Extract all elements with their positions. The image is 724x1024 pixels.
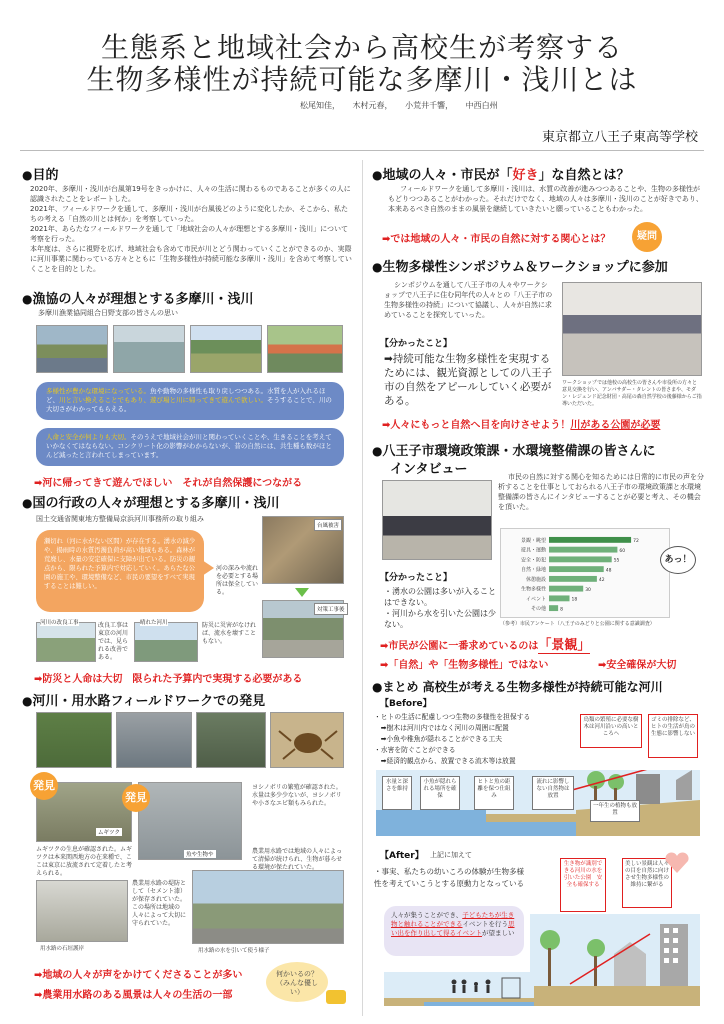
purpose-heading: ●目的 — [22, 168, 59, 183]
likes-heading: ●地域の人々・市民が「好き」な自然とは？ — [372, 168, 630, 183]
purpose-body: 2020年、多摩川・浅川が台風第19号をきっかけに、人々の生活に関わるものであることが多くの人に認識されたことをレポートした。 2021年、フィールドワークを通して、多摩川・浅川が台風後どのように変化したか、そこから、私たちの考える「自然の川とは何か」を考察していった。 2021年、あらたなフィールドワークを通して「地域社会の人々が理想とする多摩川・浅川」について考察を行った。 本年度は、さらに視野を広げ、地域社会も含めて市民が川とどう関わっていくことができるのか、実際に河川事業に関わっている方々とともに「生物多様性が持続可能な多摩川・浅川」を含めて考察していくことを目的とした。 — [30, 185, 352, 273]
label-after-works: 対策工事後 — [314, 603, 348, 615]
city-heading-2: インタビュー — [390, 462, 468, 477]
photo-sunny-river — [134, 622, 198, 662]
city-conclusion-2a: ➡「自然」や「生物多様性」ではない — [380, 660, 549, 671]
chart-category-label: 安全・防犯 — [520, 557, 546, 564]
photo-fishery-4 — [267, 325, 343, 373]
photo-river-improvement — [36, 622, 96, 662]
survey-reference: （参考）市民アンケート（八王子のみどりと公園に関する意識調査） — [500, 621, 655, 627]
fieldwork-caption-4: 農業用水路では地域の人々によって清掃が続けられ、生物が暮らせる環境が保たれていた。 — [252, 848, 343, 871]
chart-bar — [549, 586, 583, 592]
after-diagram — [530, 914, 700, 1006]
chart-value-label: 30 — [585, 587, 591, 593]
hand-icon — [326, 990, 346, 1004]
after-bubble-scenery: 美しい景観は人々の目を自然に向けさせ生物多様性の維持に繋がる — [622, 858, 672, 908]
chart-category-label: 景観・眺望 — [520, 537, 546, 544]
chart-bar — [549, 537, 631, 543]
survey-chart-svg — [501, 529, 671, 619]
symposium-heading: ●生物多様性シンポジウム＆ワークショップに参加 — [372, 260, 668, 275]
page-title-line1: 生態系と地域社会から高校生が考察する — [100, 31, 623, 64]
found-badge-1: 発見 — [30, 772, 58, 800]
header-divider — [20, 150, 704, 151]
government-heading: ●国の行政の人々が理想とする多摩川・浅川 — [22, 496, 280, 511]
photo-fishery-1 — [36, 325, 108, 373]
fishery-quote-2: 人命と安全が何よりも大切。そのうえで地域社会が川と関わっていくことや、生きることを考えていかなくてはならない。コンクリート化の影響がわからないが、昔の自然には、共生種も数がほとんど減ったと言われてしまっています。 — [36, 428, 344, 466]
photo-fieldwork-1 — [36, 712, 112, 768]
photo-fishery-2 — [113, 325, 185, 373]
city-conclusion-1: ➡市民が公園に一番求めているのは「景観」 — [380, 638, 591, 653]
chart-bar — [549, 547, 617, 553]
photo-crab — [270, 712, 344, 768]
fieldwork-heading: ●河川・用水路フィールドワークでの発見 — [22, 694, 266, 709]
chart-category-label: その他 — [530, 606, 546, 613]
symposium-conclusion: ➡人々にもっと自然へ目を向けさせよう！川がある公園が必要 — [382, 420, 661, 431]
arrow-down-icon — [295, 588, 309, 597]
government-caption-a: 改良工事は東京の河川では、見られる改善である。 — [98, 622, 129, 661]
chart-category-label: 自然・緑地 — [520, 567, 546, 574]
crab-icon — [271, 713, 345, 769]
city-found-label: 【分かったこと】 — [380, 573, 453, 583]
photo-canal — [192, 870, 344, 944]
photo-workshop — [562, 282, 702, 376]
after-bubble-park: 生き物が識別できる河川の水を引いた公園 安全も確保する — [560, 858, 606, 912]
heart-icon — [664, 852, 690, 874]
found-badge-2: 発見 — [122, 784, 150, 812]
city-conclusion-2b: ➡安全確保が大切 — [598, 660, 677, 671]
chart-bar — [549, 566, 604, 572]
label-river-improvement: 河川の改良工事 — [40, 620, 79, 626]
label-sunny-river: 晴れた河川 — [140, 620, 168, 626]
after-label: 【After】 — [380, 851, 424, 861]
government-caption-b: 防災に災害がなければ、流水を壊すこともない。 — [202, 622, 257, 645]
likes-body: フィールドワークを通して多摩川・浅川は、水質の改善が進みつつあることや、生物の多様性がもどりつつあることがわかった。それだけでなく、地域の人々は多摩川・浅川のことが好きであり、本来あるべき自然のままの風景を継続していきたいと願っていることもわかった。 — [388, 185, 703, 213]
label-typhoon-damage: 台風被害 — [314, 519, 342, 531]
page-title-line2: 生物多様性が持続可能な多摩川・浅川とは — [86, 63, 638, 96]
chart-bar — [549, 576, 597, 582]
after-diagram-svg — [530, 914, 700, 1006]
symposium-found-label: 【分かったこと】 — [380, 339, 453, 349]
before-label: 【Before】 — [380, 699, 432, 709]
photo-fieldwork-3 — [196, 712, 266, 768]
symposium-found-body: ➡持続可能な生物多様性を実現するためには、観光資源としての八王子市の自然をアピールしていく必要がある。 — [384, 353, 552, 407]
fishery-conclusion: ➡河に帰ってきて遊んでほしい それが自然保護につながる — [34, 478, 303, 489]
chart-value-label: 42 — [598, 578, 605, 584]
before-body: ・ヒトの生活に配慮しつつ生物の多様性を担保する ➡樹木は河川内ではなく河川の周囲に配置 ➡小魚や稚魚が隠れることができる工夫 ・水害を防ぐことができる ➡経済的観点から、放置できる流木等は放置 — [374, 713, 531, 765]
fieldwork-caption-1: ムギツクの生息が確認された。ムギツクは本来関西地方の在来種で、ここは東京に放流されて定着したと考えられる。 — [36, 846, 133, 877]
chart-value-label: 18 — [571, 597, 578, 603]
before-note-birds: 鳥類の繁殖に必要な樹木は河川沿いの高いところへ — [580, 714, 642, 748]
chart-value-label: 55 — [613, 558, 620, 564]
authors: 松尾知佳， 木村元春， 小荒井千響， 中西白州 — [300, 101, 498, 110]
chart-category-label: 遊具・運動 — [520, 547, 546, 554]
fishery-quote-1: 多様性が豊かな環境になっている。魚や動物の多様性も取り戻しつつある。水質を人が入れるほど、川と言い換えることでもあり、遊び場と川に帰ってきて遊んで欲しい。そうすることで、川の大切さがわかってもらえる。 — [36, 382, 344, 420]
fieldwork-conclusion-2: ➡農業用水路のある風景は人々の生活の一部 — [34, 990, 233, 1001]
chart-value-label: 72 — [633, 539, 639, 545]
government-conclusion: ➡防災と人命は大切 限られた予算内で実現する必要がある — [34, 674, 303, 685]
city-found-body: ・湧水の公園は多いが入ることはできない。 ・河川から水を引いた公園は少ない。 — [384, 587, 496, 629]
column-divider — [362, 160, 363, 1016]
summary-heading: ●まとめ 高校生が考える生物多様性が持続可能な河川 — [372, 680, 663, 694]
chart-category-label: イベント — [525, 596, 546, 603]
before-box-5: 一年生の植物も放置 — [590, 800, 640, 822]
label-fish: ムギツク — [98, 830, 120, 836]
before-note-garbage: ゴミの排除など、ヒトの生活が鳥の生態に影響しない — [648, 714, 698, 758]
likes-question: ➡では地域の人々・市民の自然に対する関心とは？ — [382, 234, 611, 245]
chart-category-label: 生物多様性 — [520, 586, 546, 593]
chart-value-label: 48 — [605, 568, 612, 574]
chart-bar — [549, 605, 558, 611]
city-body: 市民の自然に対する関心を知るためには日常的に市民の声を分析することを仕事としておられる八王子市の環境政策課と水環境整備課の皆さんにインタビューすることが必要と考え、その機会を頂いた。 — [498, 473, 704, 511]
thought-bubble: 何かいるの？（みんな優しい） — [266, 962, 328, 1002]
symposium-body: シンポジウムを通して八王子市の人々やワークショップで八王子に住む同年代の人々との「八王子市の生物多様性の持続」について協議し、人々が自然に求めていることを探究していった。 — [384, 281, 553, 319]
fieldwork-conclusion-1: ➡地域の人々が声をかけてくださることが多い — [34, 970, 243, 981]
after-body: ・事実、私たちの幼いころの体験が生物多様性を考えていこうとする原動力となっている — [374, 867, 524, 888]
label-creature: 魚や生物や — [186, 852, 214, 858]
question-badge: 疑問 — [632, 222, 662, 252]
photo-bucket — [138, 782, 242, 860]
photo-fieldwork-2 — [116, 712, 192, 768]
after-event-bubble: 人々が集うことができ、子どもたちが生き物と触れることができるイベントを行う思い出を作り出して得るイベントが望ましい — [384, 906, 524, 956]
chart-value-label: 60 — [619, 548, 626, 554]
photo-interview — [382, 480, 492, 560]
school-name: 東京都立八王子東高等学校 — [541, 130, 698, 145]
before-box-3: ヒトと魚の距離を保つ仕組み — [474, 776, 514, 810]
photo-stone-wall — [36, 880, 128, 942]
government-caption-river: 河の深みや流れを必要とする場所は保全している。 — [216, 565, 259, 596]
government-quote-tail — [202, 560, 214, 576]
government-quote: 瀬切れ（河に水がない区間）が存在する。湧水の減少や、揚雨時の水質汚濁負荷が高い地域もある。森林が荒廃し、水量の安定確保に支障が出ている。防災の観点から、限られた予算内で対応していく。あらたな公園の施工や、環境整備など、市民の要望をすべて実現することは難しい。 — [36, 530, 204, 612]
label-stone-wall: 用水路の石垣護岸 — [40, 946, 85, 952]
fieldwork-caption-3: 農業用水路の堤防として（セメント漆）が保存されていた。この場所は地域の人々によって大切に守られていた。 — [132, 880, 187, 927]
after-people-area — [384, 972, 534, 1006]
photo-fishery-3 — [190, 325, 262, 373]
city-heading: ●八王子市環境政策課・水環境整備課の皆さんに — [372, 444, 656, 459]
survey-chart — [500, 528, 670, 618]
symposium-photo-caption: ワークショップでは他校の高校生の皆さんや市役所の方々と意見交換を行い、アンバサダー・タレントの皆さまや、モダン・レジェンド記念財団・高尾の森自然学校の後藤様からご指導いただいた。 — [562, 380, 702, 407]
before-box-4: 流れに影響しない自然物は放置 — [532, 776, 574, 810]
chart-bar — [549, 556, 612, 562]
fishery-heading: ●漁協の人々が理想とする多摩川・浅川 — [22, 292, 254, 307]
surprise-bubble: あっ！ — [660, 546, 696, 574]
after-note: 上記に加えて — [430, 851, 472, 859]
fishery-subtitle: 多摩川漁業協同組合日野支部の皆さんの思い — [38, 309, 178, 317]
chart-category-label: 休憩施設 — [525, 576, 546, 583]
chart-bar — [549, 595, 570, 601]
before-box-2: 小魚が隠れられる場所を確保 — [420, 776, 460, 810]
government-subtitle: 国土交通省関東地方整備局京浜河川事務所の取り組み — [36, 515, 204, 523]
fieldwork-caption-2: ヨシノボリの繁殖が確認された。水量は多少少ないが、ヨシノボリや小さなエビ類もみられた。 — [252, 784, 342, 807]
before-box-1: 水量と深さを維持 — [382, 776, 412, 810]
label-canal: 用水路の水を引いて使う様子 — [198, 948, 270, 954]
chart-value-label: 8 — [560, 607, 563, 613]
